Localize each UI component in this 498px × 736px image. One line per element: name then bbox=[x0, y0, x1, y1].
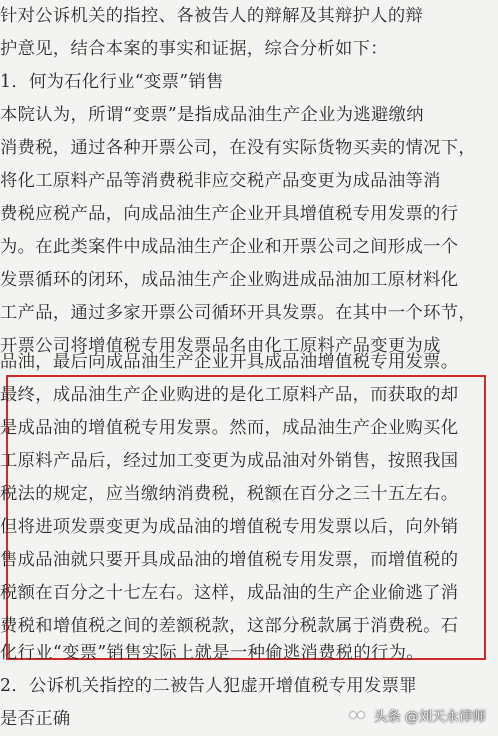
text-line: 品油，最后向成品油生产企业开具成品油增值税专用发票。 bbox=[0, 352, 459, 372]
highlighted-text-line: 是成品油的增值税专用发票。然而，成品油生产企业购买化 bbox=[0, 418, 459, 438]
highlighted-text-line: 工原料产品后，经过加工变更为成品油对外销售，按照我国 bbox=[0, 451, 459, 471]
highlighted-text-line: 费税和增值税之间的差额税款，这部分税款属于消费税。石 bbox=[0, 616, 459, 636]
section-heading: 1．何为石化行业“变票”销售 bbox=[0, 72, 224, 92]
text-line: 针对公诉机关的指控、各被告人的辩解及其辩护人的辩 bbox=[0, 6, 424, 26]
watermark-text: 头条 @刘天永律师 bbox=[373, 709, 486, 725]
text-line: 开票公司将增值税专用发票品名由化工原料产品变更为成 bbox=[0, 336, 441, 356]
toutiao-logo-icon bbox=[350, 708, 370, 722]
highlighted-text-line: 售成品油就只要开具成品油的增值税专用发票，而增值税的 bbox=[0, 550, 459, 570]
watermark bbox=[350, 704, 486, 726]
section-heading: 2．公诉机关指控的二被告人犯虚开增值税专用发票罪 bbox=[0, 676, 417, 696]
text-line: 本院认为，所谓“变票”是指成品油生产企业为逃避缴纳 bbox=[0, 105, 424, 125]
highlighted-text-line: 税法的规定，应当缴纳消费税，税额在百分之三十五左右。 bbox=[0, 484, 459, 504]
text-line: 为。在此类案件中成品油生产企业和开票公司之间形成一个 bbox=[0, 237, 459, 257]
text-line: 费税应税产品，向成品油生产企业开具增值税专用发票的行 bbox=[0, 204, 459, 224]
text-line: 消费税，通过各种开票公司，在没有实际货物买卖的情况下， bbox=[0, 138, 477, 158]
text-line: 工产品，通过多家开票公司循环开具发票。在其中一个环节， bbox=[0, 303, 477, 323]
highlighted-text-line: 但将进项发票变更为成品油的增值税专用发票以后，向外销 bbox=[0, 517, 459, 537]
highlighted-text-line: 最终，成品油生产企业购进的是化工原料产品，而获取的却 bbox=[0, 385, 459, 405]
text-line: 发票循环的闭环，成品油生产企业购进成品油加工原材料化 bbox=[0, 270, 459, 290]
text-line: 护意见，结合本案的事实和证据，综合分析如下： bbox=[0, 39, 388, 59]
highlighted-text-line: 税额在百分之十七左右。这样，成品油的生产企业偷逃了消 bbox=[0, 583, 459, 603]
text-line: 是否正确 bbox=[0, 709, 71, 729]
text-line: 将化工原料产品等消费税非应交税产品变更为成品油等消 bbox=[0, 171, 441, 191]
highlighted-text-line: 化行业“变票”销售实际上就是一种偷逃消费税的行为。 bbox=[0, 643, 424, 663]
